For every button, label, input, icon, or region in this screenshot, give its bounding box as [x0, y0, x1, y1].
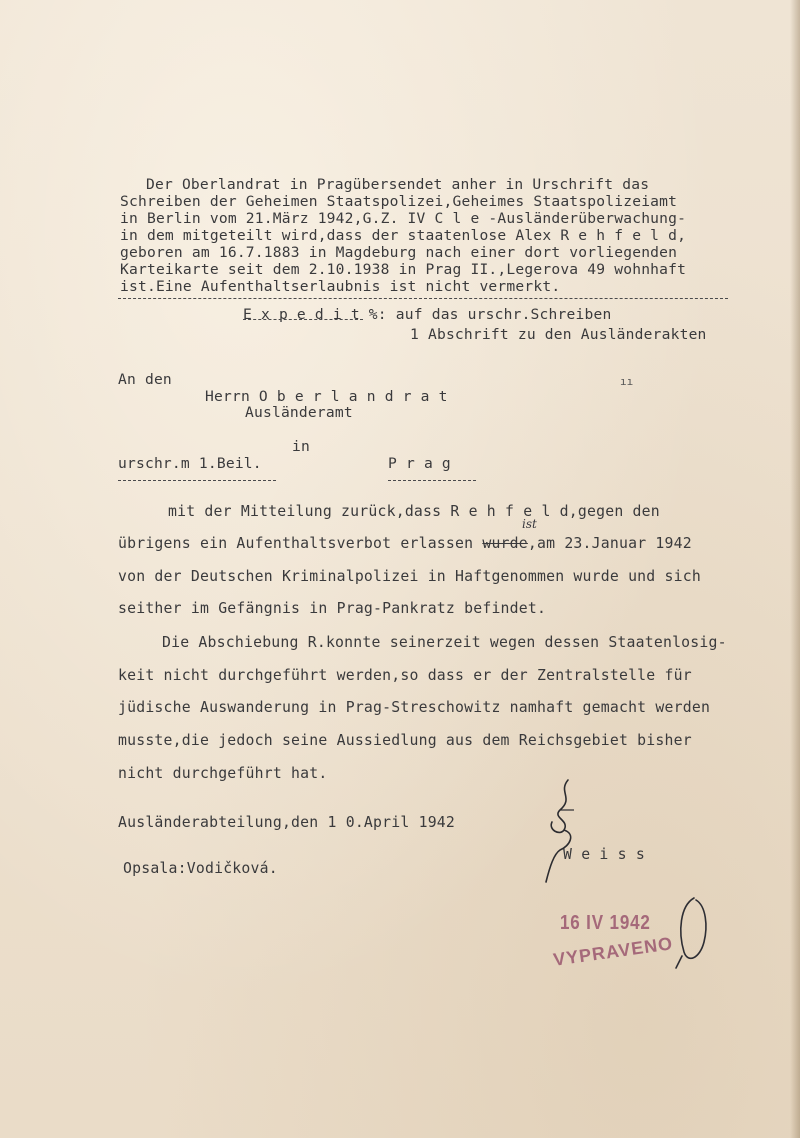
body-line-with-correction [118, 535, 692, 552]
city-underline [388, 480, 476, 481]
stamp-date: 16 IV 1942 [560, 912, 651, 934]
body-line-start: übrigens ein Aufenthaltsverbot erlassen [118, 535, 483, 552]
body-line: seither im Gefängnis in Prag-Pankratz befindet. [118, 600, 547, 617]
body-line: von der Deutschen Kriminalpolizei in Haftgenommen wurde und sich [118, 568, 701, 585]
typist-line: Opsala:Vodičková. [123, 860, 278, 877]
stamp-initial-scribble [670, 892, 720, 972]
expedit-line: E x p e d i t %: auf das urschr.Schreiben [243, 306, 612, 323]
header-line: in Berlin vom 21.März 1942,G.Z. IV C l e -Ausländerüberwachung- [120, 210, 687, 227]
expedit-underline [243, 319, 363, 320]
header-line: in dem mitgeteilt wird,dass der staatenlose Alex R e h f e l d, [120, 227, 687, 244]
body-line-end: ,am 23.Januar 1942 [527, 535, 692, 552]
address-amt: Ausländeramt [245, 404, 353, 421]
header-line: Karteikarte seit dem 2.10.1938 in Prag II.,Legerova 49 wohnhaft [120, 261, 687, 278]
handwritten-correction: ist [522, 517, 537, 531]
address-city: P r a g [388, 455, 451, 472]
body-line: musste,die jedoch seine Aussiedlung aus dem Reichsgebiet bisher [118, 732, 692, 749]
address-an-den: An den [118, 371, 172, 388]
address-in: in [292, 438, 310, 455]
abschrift-line: 1 Abschrift zu den Ausländerakten [410, 326, 707, 343]
header-line: ist.Eine Aufenthaltserlaubnis ist nicht vermerkt. [120, 278, 561, 295]
body-line: mit der Mitteilung zurück,dass R e h f e l d,gegen den [168, 503, 660, 520]
handwritten-signature [530, 770, 600, 890]
body-line: keit nicht durchgeführt werden,so dass er der Zentralstelle für [118, 667, 692, 684]
address-herrn: Herrn O b e r l a n d r a t [205, 388, 448, 405]
header-line: Der Oberlandrat in Pragübersendet anher in Urschrift das [146, 176, 650, 193]
beilage-underline [118, 480, 276, 481]
signer-name: W e i s s [563, 846, 645, 863]
date-line: Ausländerabteilung,den 1 0.April 1942 [118, 814, 456, 831]
page-edge-shadow [790, 0, 800, 1138]
body-line: Die Abschiebung R.konnte seinerzeit wegen dessen Staatenlosig- [162, 634, 727, 651]
address-beilage: urschr.m 1.Beil. [118, 455, 262, 472]
stamp-vypraveno: VYPRAVENO [552, 933, 675, 970]
header-line: Schreiben der Geheimen Staatspolizei,Geheimes Staatspolizeiamt [120, 193, 678, 210]
header-line: geboren am 16.7.1883 in Magdeburg nach einer dort vorliegenden [120, 244, 678, 261]
separator-rule [118, 298, 728, 299]
struck-word: wurde [482, 535, 528, 552]
margin-mark: ıı [620, 375, 634, 388]
body-line: nicht durchgeführt hat. [118, 765, 328, 782]
body-line: jüdische Auswanderung in Prag-Streschowitz namhaft gemacht werden [118, 699, 711, 716]
